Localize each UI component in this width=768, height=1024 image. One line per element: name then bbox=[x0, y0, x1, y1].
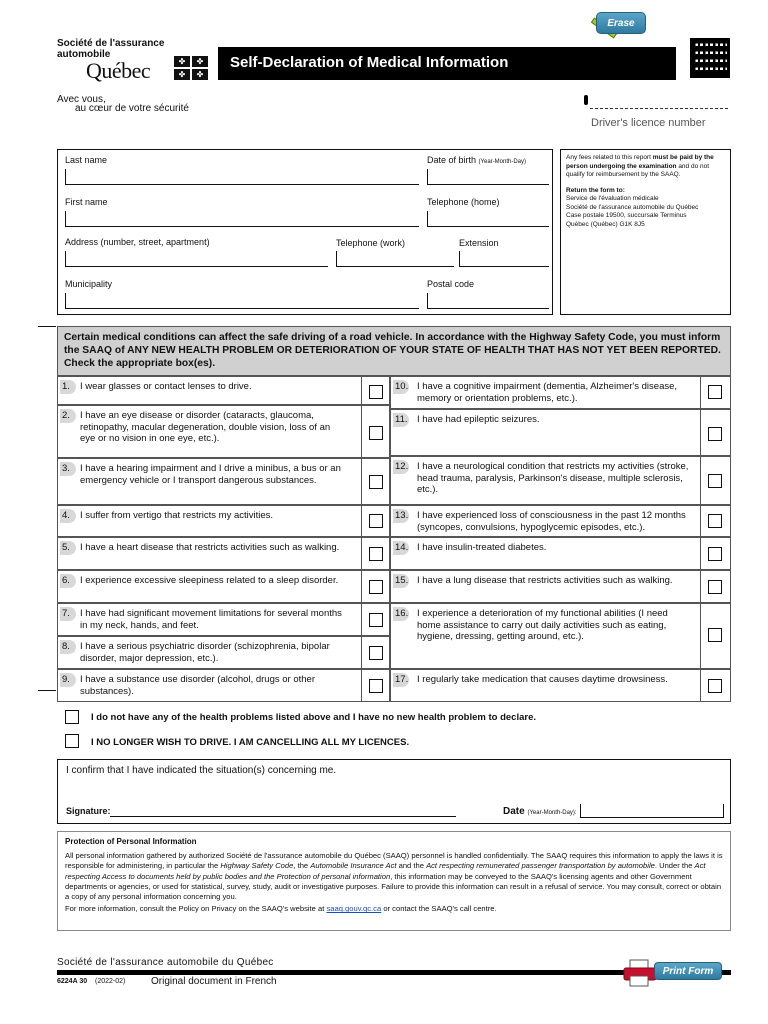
condition-row bbox=[390, 537, 731, 570]
cell-divider bbox=[361, 637, 362, 668]
form-title-bar bbox=[218, 47, 676, 80]
condition-text: I suffer from vertigo that restricts my activities. bbox=[80, 510, 274, 521]
condition-number: 8. bbox=[60, 640, 76, 654]
cell-divider bbox=[361, 538, 362, 569]
quebec-flag-logo: ✤ ✤ ✤ ✤ bbox=[174, 56, 208, 80]
condition-checkbox[interactable] bbox=[708, 474, 722, 488]
qr-code bbox=[690, 38, 730, 78]
condition-number: 3. bbox=[60, 462, 76, 476]
condition-number: 5. bbox=[60, 541, 76, 555]
condition-text: I have a serious psychiatric disorder (schizophrenia, bipolar disorder, major depression, etc.). bbox=[80, 641, 330, 664]
cell-divider bbox=[700, 571, 701, 602]
dob-field[interactable] bbox=[427, 169, 549, 185]
cell-divider bbox=[361, 377, 362, 404]
cell-divider bbox=[361, 571, 362, 602]
condition-number: 2. bbox=[60, 409, 76, 423]
conditions-header: Certain medical conditions can affect the safe driving of a road vehicle. In accordance with the Highway Safety Code, you must inform the SAAQ of ANY NEW HEALTH PROBLEM OR DETERIORATION OF YOUR STATE OF HEALTH THAT HAS NOT YET BEEN REPORTED. Check the appropriate box(es). bbox=[57, 326, 731, 376]
condition-row bbox=[390, 603, 731, 669]
condition-checkbox[interactable] bbox=[708, 547, 722, 561]
phone-home-label: Telephone (home) bbox=[427, 197, 500, 207]
condition-number: 7. bbox=[60, 607, 76, 621]
confirmation-text: I confirm that I have indicated the situation(s) concerning me. bbox=[66, 765, 337, 776]
fees-info-box bbox=[560, 149, 731, 315]
condition-row bbox=[57, 458, 390, 505]
condition-text: I have had epileptic seizures. bbox=[417, 414, 540, 425]
cell-divider bbox=[700, 670, 701, 701]
privacy-more-info: For more information, consult the Policy on Privacy on the SAAQ's website at saaq.gouv.qc.ca or contact the SAAQ's call centre. bbox=[65, 904, 497, 914]
cell-divider bbox=[700, 457, 701, 504]
condition-row bbox=[57, 603, 390, 636]
cell-divider bbox=[361, 506, 362, 536]
condition-row bbox=[57, 405, 390, 458]
condition-text: I experience excessive sleepiness related to a sleep disorder. bbox=[80, 575, 339, 586]
condition-row bbox=[390, 409, 731, 456]
extension-label: Extension bbox=[459, 238, 499, 248]
form-version: (2022-02) bbox=[95, 978, 126, 985]
postal-code-field[interactable] bbox=[427, 293, 549, 309]
condition-text: I have an eye disease or disorder (cataracts, glaucoma, retinopathy, macular degeneration, double vision, loss of an eye or no vision in one eye, etc.). bbox=[80, 410, 331, 444]
condition-checkbox[interactable] bbox=[369, 426, 383, 440]
return-address-line: Case postale 19500, succursale Terminus bbox=[566, 212, 687, 219]
cell-divider bbox=[361, 670, 362, 701]
address-label: Address (number, street, apartment) bbox=[65, 237, 210, 247]
slogan-line-2: au cœur de votre sécurité bbox=[75, 103, 189, 114]
condition-number: 17. bbox=[395, 674, 409, 685]
condition-number: 12. bbox=[395, 461, 409, 472]
condition-number: 9. bbox=[60, 673, 76, 687]
printer-icon bbox=[622, 958, 658, 988]
cancel-licences-checkbox[interactable] bbox=[65, 734, 79, 748]
condition-text: I experience a deterioration of my functional abilities (I need home assistance to carry out daily activities such as eating, hygiene, dressing, getting around, etc.). bbox=[417, 608, 668, 642]
return-title: Return the form to: bbox=[566, 186, 625, 194]
condition-checkbox[interactable] bbox=[369, 679, 383, 693]
last-name-field[interactable] bbox=[65, 169, 419, 185]
licence-field-marker bbox=[584, 95, 588, 105]
condition-checkbox[interactable] bbox=[708, 427, 722, 441]
condition-text: I have a hearing impairment and I drive a minibus, a bus or an emergency vehicle or I transport dangerous substances. bbox=[80, 463, 341, 486]
return-address-line: Québec (Québec) G1K 8J5 bbox=[566, 220, 645, 228]
privacy-paragraph: All personal information gathered by authorized Société de l'assurance automobile du Québec (SAAQ) personnel is handled confidentially. The SAAQ requires this information to apply the laws it is responsible for administering, in particular the Highway Safety Code, the Automobile Insurance Act and the Act respecting remunerated passenger transportation by automobile. Under the Act respecting Access to documents held by public bodies and the Protection of personal information, this information may be conveyed to the SAAQ's licensing agents and other Government departments or agencies, or used for statistical, survey, study, audit or investigative purposes. Failure to provide this information can result in a refusal of service. You may consult, correct or obtain a copy of any personal information concerning you. bbox=[65, 851, 723, 902]
return-address-line: Société de l'assurance automobile du Québec bbox=[566, 203, 699, 211]
form-code: 6224A 30 bbox=[57, 978, 88, 985]
condition-row bbox=[390, 505, 731, 537]
first-name-field[interactable] bbox=[65, 211, 419, 227]
return-address-line: Service de l'évaluation médicale bbox=[566, 195, 659, 202]
form-title: Self-Declaration of Medical Information bbox=[230, 54, 509, 71]
form-number: 4 bbox=[658, 48, 669, 69]
slogan-line-1: Avec vous, bbox=[57, 94, 106, 105]
condition-checkbox[interactable] bbox=[369, 514, 383, 528]
cell-divider bbox=[700, 506, 701, 536]
condition-number: 6. bbox=[60, 574, 76, 588]
print-form-button[interactable]: Print Form bbox=[654, 962, 722, 980]
condition-text: I regularly take medication that causes daytime drowsiness. bbox=[417, 674, 668, 685]
condition-text: I have a lung disease that restricts activities such as walking. bbox=[417, 575, 673, 586]
fees-note: Any fees related to this report must be paid by the person undergoing the examination and do not qualify for reimbursement by the SAAQ. bbox=[566, 154, 714, 178]
privacy-section bbox=[57, 831, 731, 931]
condition-checkbox[interactable] bbox=[369, 646, 383, 660]
margin-tick bbox=[38, 690, 56, 691]
original-language-note: Original document in French bbox=[151, 976, 277, 987]
saaq-website-link[interactable]: saaq.gouv.qc.ca bbox=[326, 904, 382, 914]
cancel-licences-label: I NO LONGER WISH TO DRIVE. I AM CANCELLING ALL MY LICENCES. bbox=[91, 737, 410, 748]
condition-text: I have had significant movement limitations for several months in my neck, hands, and feet. bbox=[80, 608, 342, 631]
condition-number: 1. bbox=[60, 380, 76, 394]
footer-organization: Société de l'assurance automobile du Québec bbox=[57, 957, 274, 968]
condition-number: 10. bbox=[395, 381, 409, 392]
cell-divider bbox=[700, 538, 701, 569]
date-field[interactable] bbox=[580, 804, 724, 818]
signature-label: Signature: bbox=[66, 806, 111, 816]
condition-checkbox[interactable] bbox=[708, 385, 722, 399]
postal-code-label: Postal code bbox=[427, 279, 475, 289]
municipality-field[interactable] bbox=[65, 293, 419, 309]
condition-number: 4. bbox=[60, 509, 76, 523]
quebec-wordmark: Québec bbox=[86, 58, 151, 83]
organization-name: Société de l'assurance automobile bbox=[57, 38, 165, 60]
condition-number: 11. bbox=[395, 414, 408, 425]
dob-label: Date of birth (Year-Month-Day) bbox=[427, 155, 527, 165]
condition-row bbox=[57, 505, 390, 537]
last-name-label: Last name bbox=[65, 155, 108, 165]
extension-field[interactable] bbox=[459, 251, 549, 267]
no-health-problem-checkbox[interactable] bbox=[65, 710, 79, 724]
cell-divider bbox=[700, 604, 701, 668]
condition-checkbox[interactable] bbox=[369, 475, 383, 489]
condition-text: I have a heart disease that restricts activities such as walking. bbox=[80, 542, 340, 553]
cell-divider bbox=[361, 406, 362, 457]
municipality-label: Municipality bbox=[65, 279, 113, 289]
condition-text: I have a cognitive impairment (dementia, Alzheimer's disease, memory or orientation problems, etc.). bbox=[417, 381, 678, 404]
condition-checkbox[interactable] bbox=[708, 580, 722, 594]
privacy-title: Protection of Personal Information bbox=[65, 837, 197, 846]
confirmation-section bbox=[57, 759, 731, 824]
cell-divider bbox=[700, 377, 701, 408]
licence-number-label: Driver's licence number bbox=[591, 117, 706, 129]
condition-text: I have insulin-treated diabetes. bbox=[417, 542, 547, 553]
condition-checkbox[interactable] bbox=[369, 547, 383, 561]
condition-checkbox[interactable] bbox=[369, 580, 383, 594]
condition-row bbox=[390, 456, 731, 505]
condition-checkbox[interactable] bbox=[708, 628, 722, 642]
condition-row bbox=[57, 376, 390, 405]
condition-text: I have a substance use disorder (alcohol, drugs or other substances). bbox=[80, 674, 315, 697]
condition-row bbox=[57, 537, 390, 570]
condition-text: I have experienced loss of consciousness in the past 12 months (syncopes, convulsions, hypoglycemic episodes, etc.). bbox=[417, 510, 686, 533]
condition-text: I have a neurological condition that restricts my activities (stroke, head trauma, paralysis, Parkinson's disease, multiple sclerosis, etc.). bbox=[417, 461, 689, 495]
phone-work-label: Telephone (work) bbox=[336, 238, 406, 248]
phone-work-field[interactable] bbox=[336, 251, 454, 267]
condition-number: 16. bbox=[395, 608, 409, 619]
cell-divider bbox=[361, 604, 362, 635]
condition-checkbox[interactable] bbox=[369, 385, 383, 399]
condition-row bbox=[57, 570, 390, 603]
signature-field[interactable] bbox=[110, 816, 456, 817]
address-field[interactable] bbox=[65, 251, 328, 267]
first-name-label: First name bbox=[65, 197, 108, 207]
condition-number: 14. bbox=[395, 542, 409, 553]
condition-checkbox[interactable] bbox=[369, 613, 383, 627]
erase-button[interactable]: Erase bbox=[596, 12, 646, 34]
condition-row bbox=[57, 669, 390, 702]
condition-text: I wear glasses or contact lenses to drive. bbox=[80, 381, 252, 392]
cell-divider bbox=[700, 410, 701, 455]
identity-section bbox=[57, 149, 553, 315]
condition-row bbox=[57, 636, 390, 669]
condition-checkbox[interactable] bbox=[708, 679, 722, 693]
margin-tick bbox=[38, 326, 56, 327]
date-label: Date (Year-Month-Day): bbox=[503, 806, 577, 817]
licence-number-field[interactable] bbox=[590, 108, 728, 109]
condition-row bbox=[390, 570, 731, 603]
phone-home-field[interactable] bbox=[427, 211, 549, 227]
condition-row bbox=[390, 376, 731, 409]
condition-checkbox[interactable] bbox=[708, 514, 722, 528]
condition-number: 13. bbox=[395, 510, 409, 521]
no-health-problem-label: I do not have any of the health problems listed above and I have no new health problem to declare. bbox=[91, 712, 537, 723]
condition-row bbox=[390, 669, 731, 702]
cell-divider bbox=[361, 459, 362, 504]
condition-number: 15. bbox=[395, 575, 409, 586]
